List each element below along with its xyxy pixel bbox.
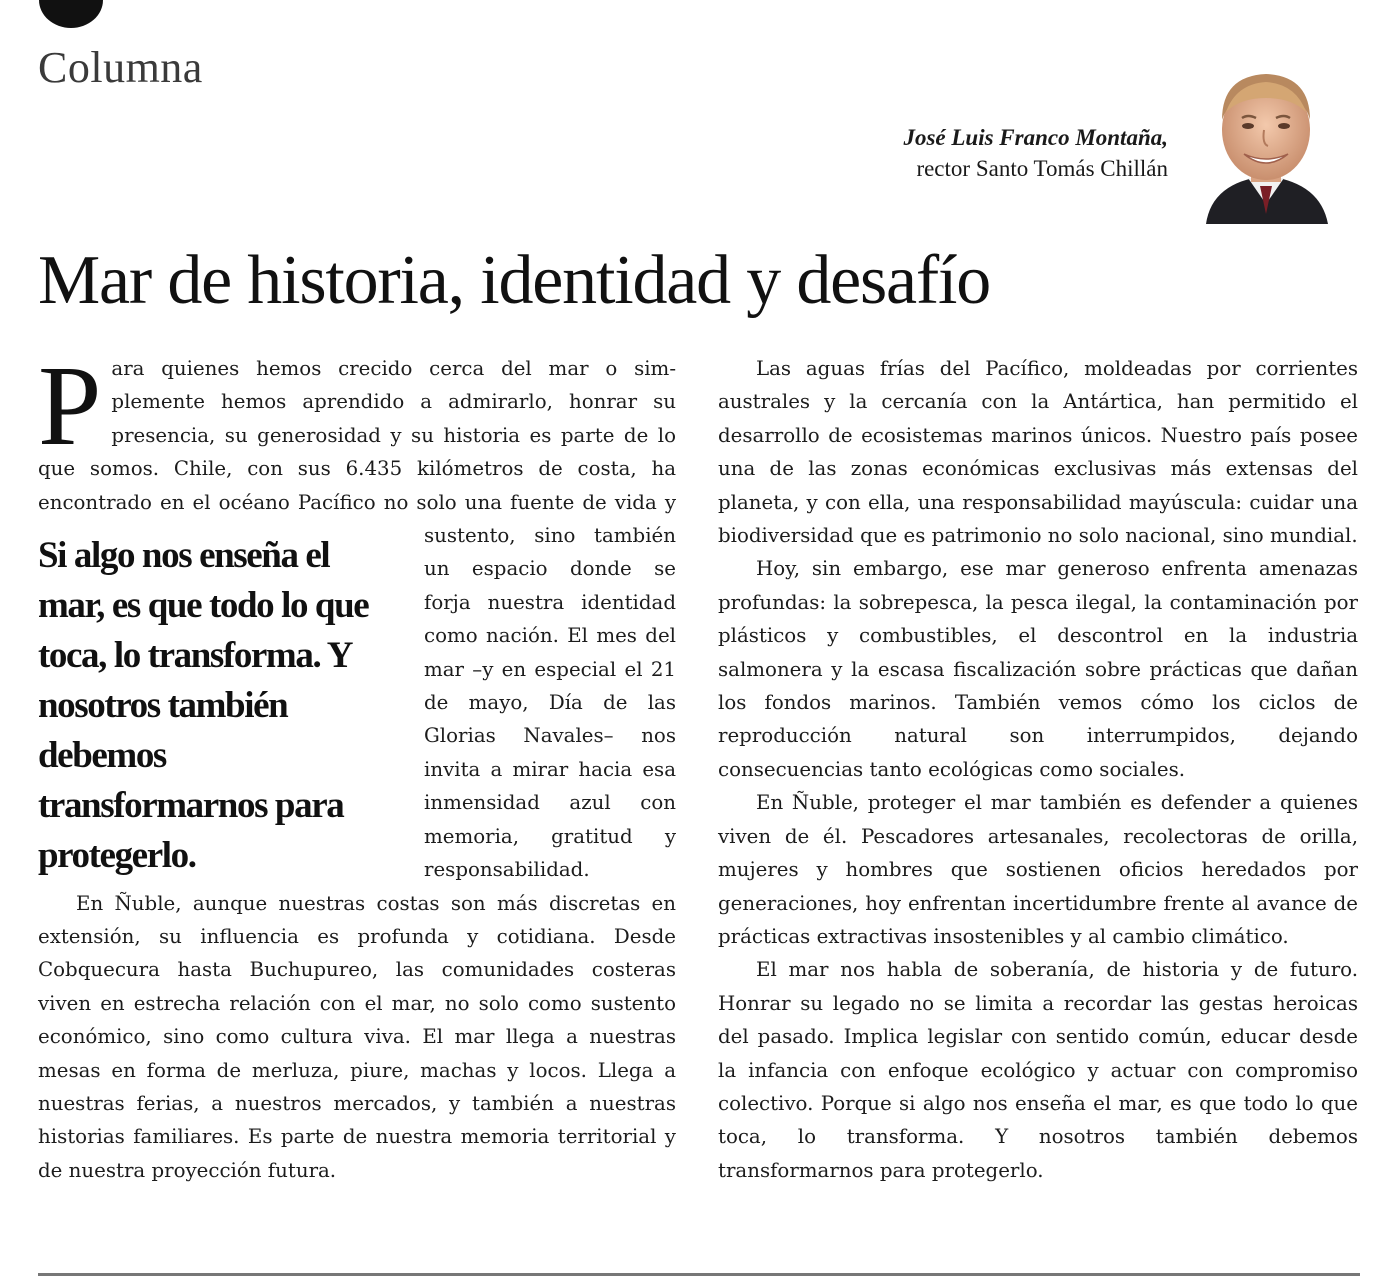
pull-quote: Si algo nos enseña el mar, es que todo lo que toca, lo transforma. Y nosotros también debemos transformarnos para protegerlo. (38, 535, 369, 877)
article-column-left (38, 342, 676, 1187)
bottom-divider (38, 1273, 1360, 1276)
paragraph-1-continuation: fuente de vida y sustento, sino también un espacio donde se forja nuestra identidad como nación. El mes del mar –y en especial el 21 de mayo, Día de las Glorias Navales– nos invita a mirar hacia esa inmensidad azul con memoria, gratitud y responsabilidad. (424, 490, 676, 882)
article-paragraph-2: En Ñuble, aunque nuestras costas son más discretas en extensión, su influencia es profunda y cotidiana. Desde Cobquecura hasta Buchupureo, las comunidades costeras viven en estrecha relación con el mar, no solo como sustento económico, sino como cultura viva. El mar llega a nuestras mesas en forma de merluza, piure, machas y locos. Llega a nuestras ferias, a nuestros mercados, y también a nuestras historias familiares. Es parte de nuestra memoria territorial y de nuestra proyección futura. (38, 891, 676, 1182)
author-photo (1196, 54, 1336, 224)
author-name: José Luis Franco Montaña, (903, 125, 1168, 150)
paragraph-1-text: ara quienes hemos crecido cerca del mar o simplemente hemos aprendido a admirarlo, honrar su presencia, su generosidad y su historia es parte de lo que somos. Chile, con sus 6.435 kilómetros de costa, ha encontrado en el océano Pacífico no solo una (38, 357, 676, 514)
author-role: rector Santo Tomás Chillán (916, 156, 1168, 181)
newspaper-logo (39, 0, 103, 28)
headline: Mar de historia, identidad y desafío (38, 242, 991, 319)
article-column-right (718, 352, 1358, 1187)
article-paragraph-6: El mar nos habla de soberanía, de historia y de futuro. Honrar su legado no se limita a recordar las gestas heroicas del pasado. Implica legislar con sentido común, educar desde la infancia con enfoque ecológico y actuar con compromiso colectivo. Porque si algo nos enseña el mar, es que todo lo que toca, lo transforma. Y nosotros también debemos transformarnos para protegerlo. (718, 958, 1358, 1182)
article-paragraph-3: Las aguas frías del Pacífico, moldeadas por corrientes australes y la cercanía con la Antártica, han permitido el desarrollo de ecosistemas marinos únicos. Nuestro país posee una de las zonas económicas exclusivas más extensas del planeta, y con ella, una responsabilidad mayúscula: cuidar una biodiversidad que es patrimonio no solo nacional, sino mundial. (718, 357, 1358, 548)
drop-cap: P (38, 342, 102, 469)
author-byline (903, 122, 1168, 184)
article-paragraph-4: Hoy, sin embargo, ese mar generoso enfrenta amenazas profundas: la sobrepesca, la pesca ilegal, la contaminación por plásticos y combustibles, el descontrol en la industria salmonera y la escasa fiscalización sobre prácticas que dañan los fondos marinos. También vemos cómo los ciclos de reproducción natural son interrumpidos, dejando consecuencias tanto ecológicas como sociales. (718, 557, 1358, 781)
section-label: Columna (38, 43, 203, 92)
article-paragraph-5: En Ñuble, proteger el mar también es defender a quienes viven de él. Pescadores artesanales, recolectoras de orilla, mujeres y hombres que sostienen oficios heredados por generaciones, hoy enfrentan incertidumbre frente al avance de prácticas extractivas insostenibles y al cambio climático. (718, 791, 1358, 948)
article-paragraph-1 (38, 342, 676, 887)
